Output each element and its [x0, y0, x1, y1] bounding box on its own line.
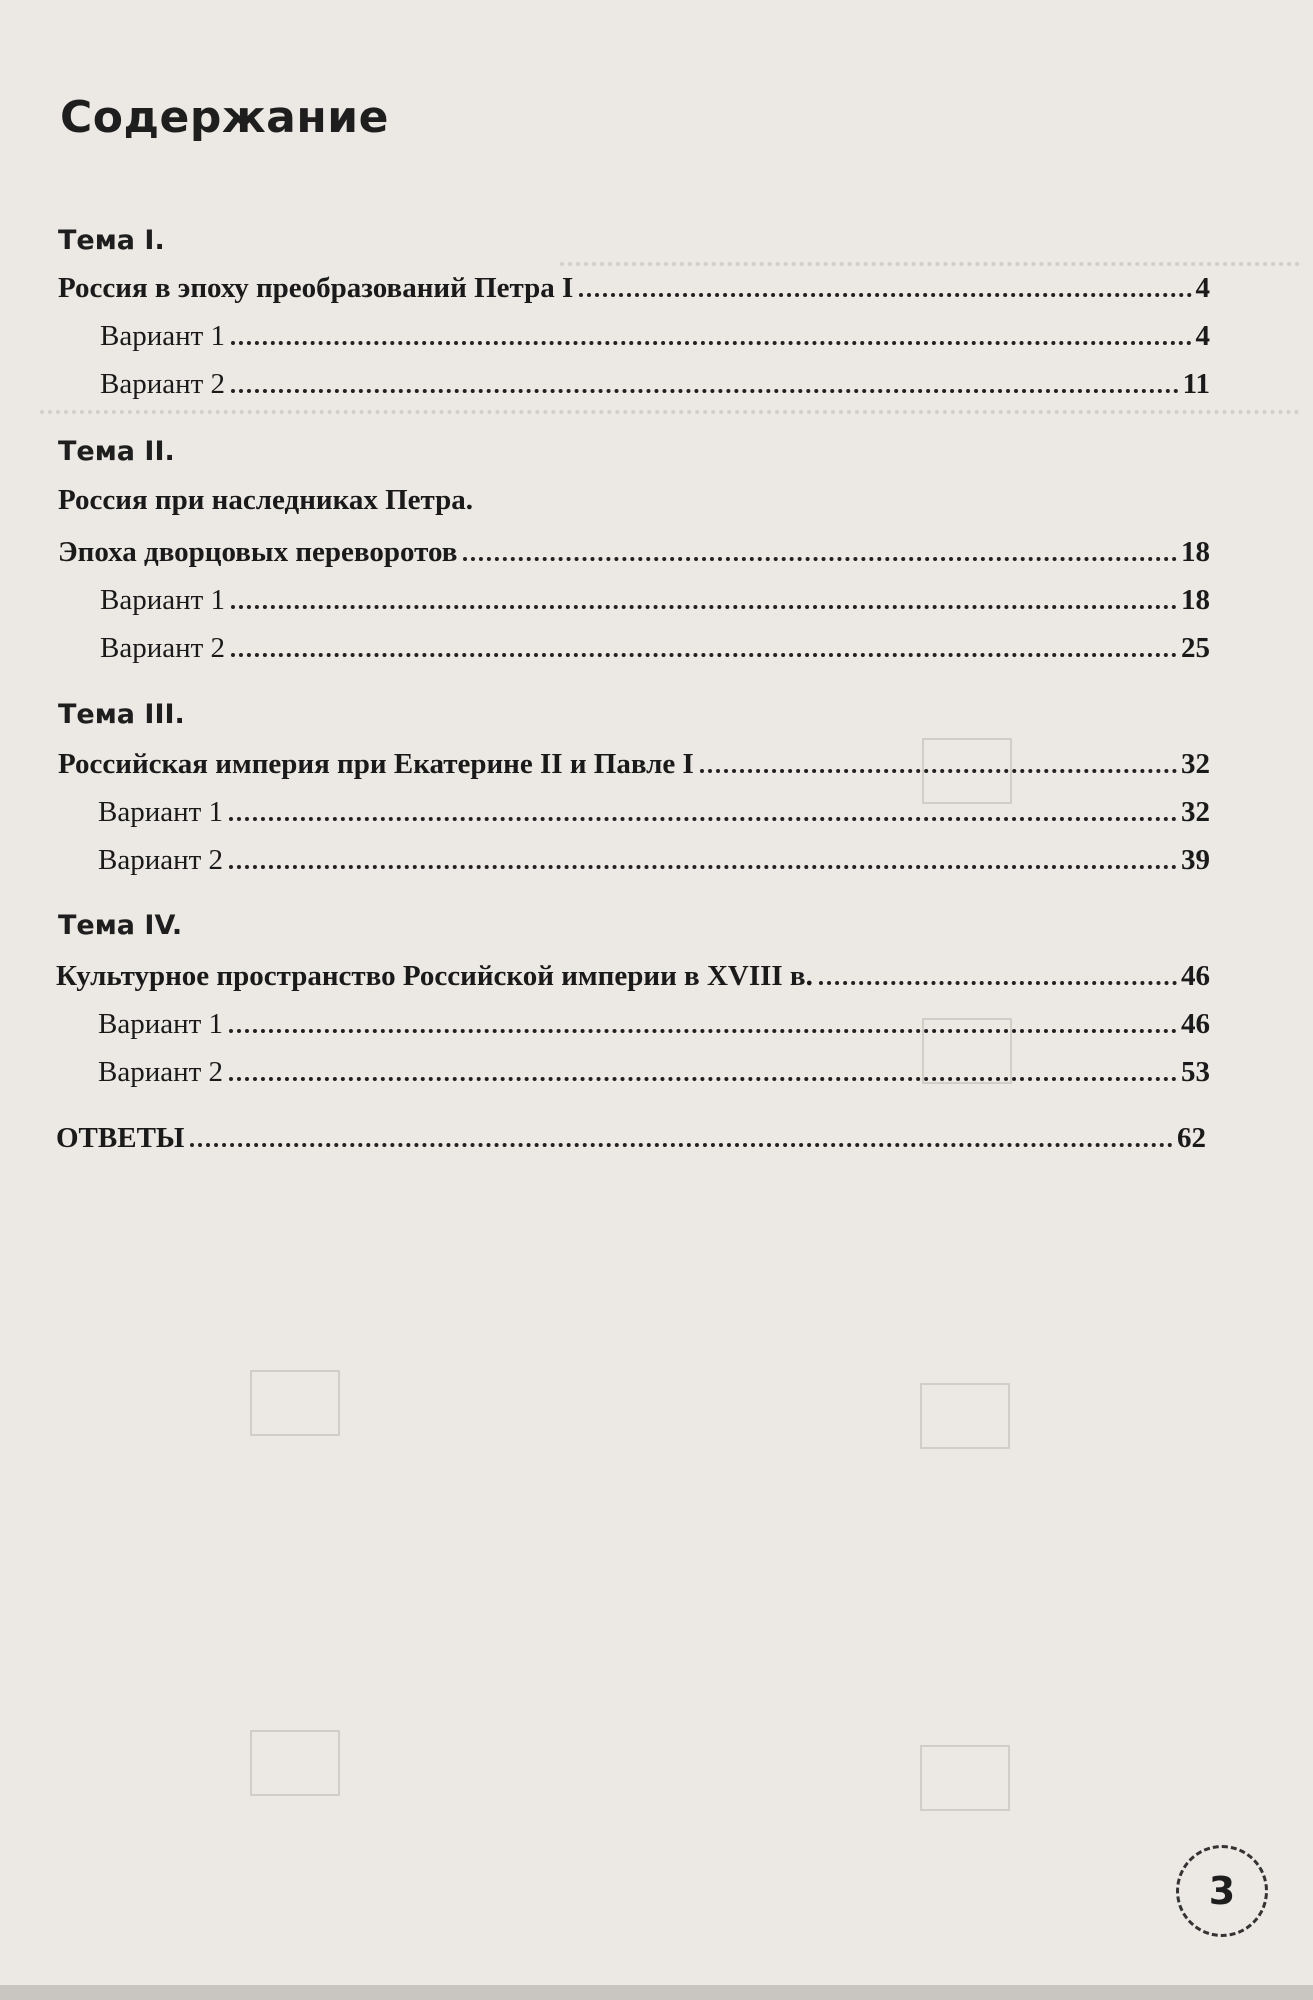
theme-2-heading-line-1: Россия при наследниках Петра.: [58, 484, 474, 516]
leader-dots: [229, 1029, 1177, 1033]
toc-entry-page: 4: [1195, 272, 1210, 304]
toc-entry-theme-2-variant-2[interactable]: [100, 632, 1210, 665]
theme-2-label: Тема II.: [58, 436, 175, 467]
leader-dots: [231, 341, 1191, 345]
toc-entry-title: Вариант 2: [98, 1056, 224, 1088]
toc-entry-title: Эпоха дворцовых переворотов: [58, 536, 458, 568]
show-through-dots: [560, 262, 1300, 266]
show-through-box: [920, 1383, 1010, 1449]
toc-entry-title: Вариант 1: [100, 320, 226, 352]
show-through-box: [250, 1370, 340, 1436]
scan-edge: [0, 1985, 1313, 2000]
leader-dots: [229, 817, 1177, 821]
leader-dots: [463, 557, 1177, 561]
toc-entry-title: Культурное пространство Российской империи в XVIII в.: [56, 960, 813, 992]
toc-entry-title: Вариант 2: [100, 632, 226, 664]
toc-entry-page: 39: [1181, 844, 1210, 876]
toc-entry-page: 18: [1181, 584, 1210, 616]
toc-entry-theme-4-variant-2[interactable]: [98, 1056, 1210, 1089]
toc-entry-title: Вариант 2: [98, 844, 224, 876]
toc-entry-title: Вариант 1: [98, 1008, 224, 1040]
page-title: Содержание: [60, 92, 389, 143]
toc-entry-page: 46: [1181, 1008, 1210, 1040]
toc-entry-theme-1-variant-1[interactable]: [100, 320, 1210, 353]
leader-dots: [229, 1077, 1177, 1081]
show-through-box: [250, 1730, 340, 1796]
toc-entry-title: Вариант 2: [100, 368, 226, 400]
theme-1-label: Тема I.: [58, 225, 165, 256]
toc-entry-theme-2[interactable]: [58, 536, 1210, 569]
leader-dots: [819, 981, 1177, 985]
toc-entry-page: 11: [1182, 368, 1210, 400]
toc-entry-title: Россия в эпоху преобразований Петра I: [58, 272, 574, 304]
toc-entry-theme-1[interactable]: [58, 272, 1210, 305]
toc-entry-page: 32: [1181, 796, 1210, 828]
leader-dots: [700, 769, 1177, 773]
toc-entry-page: 53: [1181, 1056, 1210, 1088]
theme-4-label: Тема IV.: [58, 910, 183, 941]
leader-dots: [579, 293, 1191, 297]
leader-dots: [231, 389, 1179, 393]
toc-entry-theme-2-variant-1[interactable]: [100, 584, 1210, 617]
toc-entry-page: 62: [1177, 1122, 1206, 1154]
toc-entry-answers[interactable]: [56, 1122, 1206, 1155]
toc-entry-theme-3-variant-2[interactable]: [98, 844, 1210, 877]
toc-entry-page: 18: [1181, 536, 1210, 568]
toc-entry-title: Вариант 1: [100, 584, 226, 616]
toc-entry-title: Российская империя при Екатерине II и Павле I: [58, 748, 694, 780]
toc-entry-title: ОТВЕТЫ: [56, 1122, 185, 1154]
toc-entry-page: 4: [1195, 320, 1210, 352]
toc-entry-title: Вариант 1: [98, 796, 224, 828]
leader-dots: [231, 605, 1177, 609]
leader-dots: [229, 865, 1177, 869]
leader-dots: [231, 653, 1177, 657]
toc-entry-theme-4-variant-1[interactable]: [98, 1008, 1210, 1041]
show-through-dots: [40, 410, 1300, 414]
toc-entry-theme-3[interactable]: [58, 748, 1210, 781]
toc-entry-theme-4[interactable]: [56, 960, 1210, 993]
toc-entry-page: 25: [1181, 632, 1210, 664]
toc-entry-theme-1-variant-2[interactable]: [100, 368, 1210, 401]
leader-dots: [190, 1143, 1173, 1147]
toc-entry-theme-3-variant-1[interactable]: [98, 796, 1210, 829]
show-through-box: [920, 1745, 1010, 1811]
page-number: 3: [1176, 1845, 1268, 1937]
theme-3-label: Тема III.: [58, 699, 185, 730]
toc-entry-page: 32: [1181, 748, 1210, 780]
toc-entry-page: 46: [1181, 960, 1210, 992]
